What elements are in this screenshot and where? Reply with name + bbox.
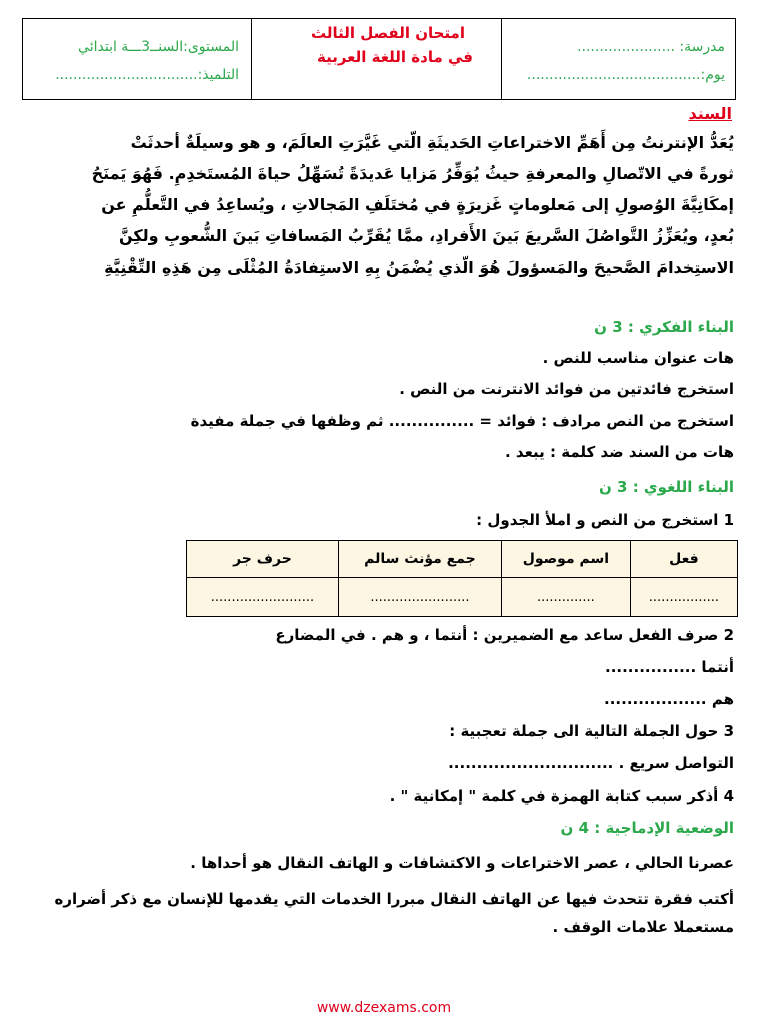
table-cell-relative-noun: .............. (501, 578, 630, 617)
text-line-2: ثورةً في الاتّصالِ والمعرفةِ حيثُ يُوَفِّرُ مَزايا عَديدَةً تُسَهِّلُ حياةَ المُستَخدِمِ. فَهُوَ يَمنَحُ (91, 164, 734, 183)
comprehension-title: البناء الفكري : 3 ن (594, 318, 734, 336)
exam-title-line2: في مادة اللغة العربية (316, 48, 473, 66)
school-label: مدرسة: ...................... (577, 39, 725, 55)
integration-line-3: مستعملا علامات الوقف . (552, 918, 734, 936)
grammar-title: البناء اللغوي : 3 ن (599, 478, 734, 496)
grammar-q4: 4 أذكر سبب كتابة الهمزة في كلمة " إمكانية " . (389, 787, 734, 805)
grammar-table (186, 540, 738, 617)
grammar-q2-answer-a: أنتما ................ (605, 658, 734, 676)
text-line-5: الاستِخدامَ الصَّحيحَ والمَسؤولَ هُوَ الّذي يُضْمَنُ بِهِ الاستِفادَةُ المُثْلَى مِن هَذِهِ التِّقْنِيَّةِ (104, 258, 734, 277)
header-divider-right (501, 19, 502, 99)
table-header-preposition: حرف جر (187, 541, 339, 578)
exam-title-line1: امتحان الفصل الثالث (310, 24, 465, 42)
text-line-3: إمكَانِيَّةَ الوُصولِ إلى مَعلوماتٍ غَزيرَةٍ في مُختَلَفِ المَجالاتِ ، ويُساعِدُ في التَّعلُّمِ عن (101, 195, 734, 214)
table-row (187, 578, 738, 617)
text-line-4: بُعدٍ، ويُعَزِّزُ التَّواصُلَ السَّريعَ بَينَ الأَفرادِ، ممَّا يُقَرِّبُ المَسافاتِ بَينَ الشُّعوبِ ولكِنَّ (118, 226, 734, 245)
comprehension-q1: هات عنوان مناسب للنص . (542, 349, 734, 367)
table-cell-feminine-plural: ........................ (338, 578, 501, 617)
student-label: التلميذ:................................ (55, 67, 239, 83)
grammar-q2: 2 صرف الفعل ساعد مع الضميرين : أنتما ، و هم . في المضارع (275, 626, 734, 644)
comprehension-q3: استخرج من النص مرادف : فوائد = ............... ثم وظفها في جملة مفيدة (190, 412, 734, 430)
exam-header (22, 18, 736, 100)
header-divider-left (251, 19, 252, 99)
grammar-q1: 1 استخرج من النص و املأ الجدول : (476, 511, 734, 529)
integration-title: الوضعية الإدماجية : 4 ن (560, 819, 734, 837)
text-line-1: يُعَدُّ الإنترنتُ مِن أَهَمِّ الاختراعاتِ الحَديثَةِ الّتي غَيَّرَتِ العالَمَ، و هو وسيلَةٌ أحدثَتْ (130, 133, 734, 152)
level-label: المستوى:السنــ3ـــة ابتدائي (78, 39, 239, 55)
grammar-q3: 3 حول الجملة التالية الى جملة تعجبية : (449, 722, 734, 740)
table-cell-verb: ................. (630, 578, 737, 617)
text-section-title: السند (688, 104, 732, 123)
table-header-row (187, 541, 738, 578)
integration-line-2: أكتب فقرة تتحدث فيها عن الهاتف النقال مبررا الخدمات التي يقدمها للإنسان مع ذكر أضراره (54, 890, 734, 908)
table-header-feminine-plural: جمع مؤنث سالم (338, 541, 501, 578)
comprehension-q2: استخرج فائدتين من فوائد الانترنت من النص . (399, 380, 734, 398)
table-header-relative-noun: اسم موصول (501, 541, 630, 578)
grammar-q2-answer-b: هم .................. (604, 690, 734, 708)
table-header-verb: فعل (630, 541, 737, 578)
day-label: يوم:....................................... (526, 67, 725, 83)
table-cell-preposition: ......................... (187, 578, 339, 617)
footer-url[interactable]: www.dzexams.com (316, 1000, 452, 1016)
grammar-q3-sentence: التواصل سريع . ............................. (448, 754, 734, 772)
integration-line-1: عصرنا الحالي ، عصر الاختراعات و الاكتشافات و الهاتف النقال هو أحداها . (190, 854, 734, 872)
comprehension-q4: هات من السند ضد كلمة : يبعد . (504, 443, 734, 461)
